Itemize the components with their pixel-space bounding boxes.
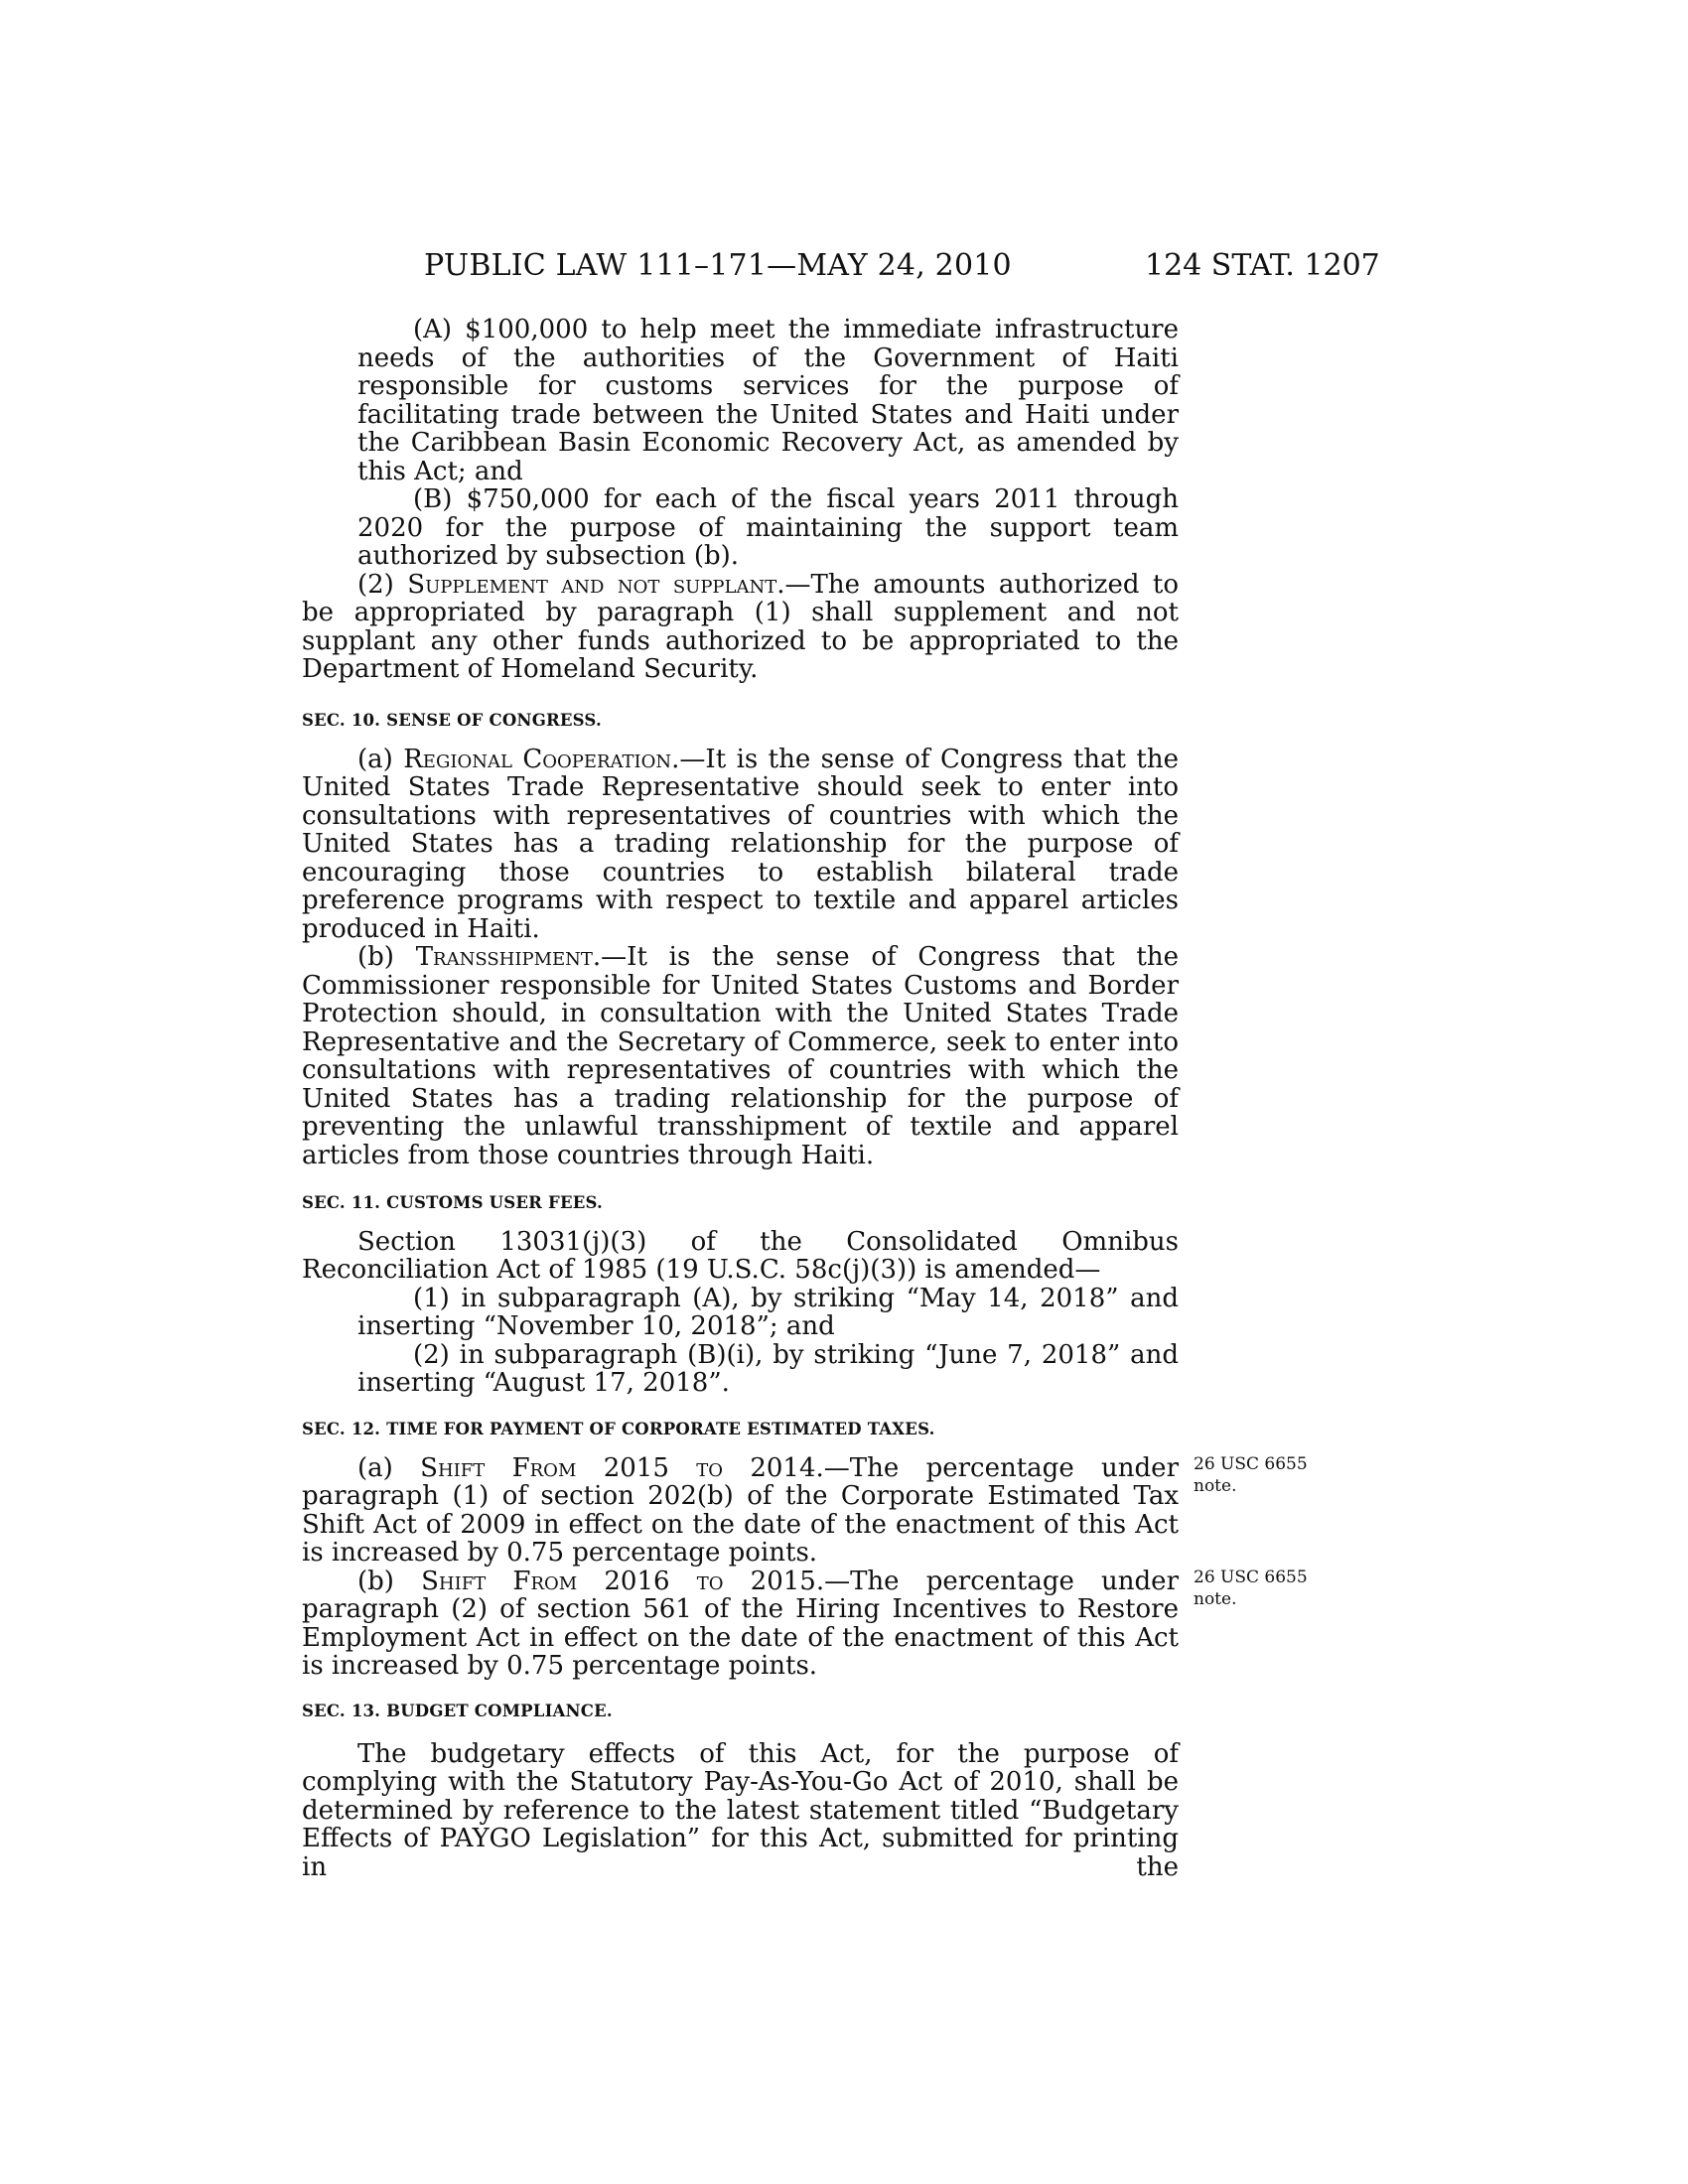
section-heading: SEC. 10. SENSE OF CONGRESS.	[302, 711, 602, 730]
section-11	[302, 1189, 1179, 1398]
subsection-number: (a)	[357, 744, 393, 774]
section-heading: SEC. 12. TIME FOR PAYMENT OF CORPORATE ESTIMATED TAXES.	[302, 1420, 935, 1438]
margin-note-citation: 26 USC 6655	[1194, 1568, 1308, 1587]
margin-note-suffix: note.	[1194, 1476, 1237, 1496]
continued-subsection	[302, 316, 1179, 684]
running-head: PUBLIC LAW 111–171—MAY 24, 2010	[424, 248, 1012, 283]
subsection-number: (a)	[357, 1452, 393, 1483]
margin-note-suffix: note.	[1194, 1589, 1237, 1609]
subsection-text: .—It is the sense of Congress that the United States Trade Representative should seek to enter into consultations with representatives of countries with which the United States has a trading relationship for the purpose of encouraging those countries to establish bilateral trade preference programs with respect to textile and apparel articles produced in Haiti.	[302, 744, 1180, 944]
margin-note-a	[1194, 1453, 1352, 1497]
item-b: (B) $750,000 for each of the fiscal years 2011 through 2020 for the purpose of maintaining the support team authorized by subsection (b).	[357, 484, 1179, 571]
subsection-text: .—It is the sense of Congress that the Commissioner responsible for United States Customs and Border Protection should, in consultation with the United States Trade Representative and the Secretary of Commerce, seek to enter into consultations with representatives of countries with which the United States has a trading relationship for the purpose of preventing the unlawful transshipment of textile and apparel articles from those countries through Haiti.	[302, 942, 1179, 1170]
subsection-a	[302, 1454, 1179, 1568]
item-a: (A) $100,000 to help meet the immediate infrastructure needs of the authorities of the Government of Haiti responsible for customs services for the purpose of facilitating trade between the United States and Haiti under the Caribbean Basin Economic Recovery Act, as amended by this Act; and	[357, 315, 1179, 486]
margin-note-b	[1194, 1567, 1352, 1610]
paragraph-number: (2)	[357, 569, 394, 600]
subsection-heading: Transshipment	[415, 942, 593, 972]
section-12	[302, 1416, 1179, 1681]
subsection-a	[302, 746, 1179, 944]
subsection-b	[302, 1568, 1179, 1681]
subsection-heading: Shift From 2016 to 2015	[421, 1566, 816, 1596]
subsection-heading: Regional Cooperation	[403, 744, 672, 774]
paragraph-2	[302, 571, 1179, 684]
section-intro: Section 13031(j)(3) of the Consolidated Omnibus Reconciliation Act of 1985 (19 U.S.C. 58c(j)(3)) is amended—	[302, 1226, 1179, 1285]
statute-citation: 124 STAT. 1207	[1145, 248, 1380, 283]
subsection-text: .—The percentage under paragraph (2) of section 561 of the Hiring Incentives to Restore Employment Act in effect on the date of the enactment of this Act is increased by 0.75 percentage points.	[302, 1566, 1179, 1681]
section-heading: SEC. 13. BUDGET COMPLIANCE.	[302, 1702, 613, 1720]
subsection-b	[302, 943, 1179, 1169]
section-heading: SEC. 11. CUSTOMS USER FEES.	[302, 1193, 603, 1212]
subsection-number: (b)	[357, 942, 394, 972]
paragraph-text: .—The amounts authorized to be appropriated by paragraph (1) shall supplement and not supplant any other funds authorized to be appropriated to the Department of Homeland Security.	[302, 569, 1180, 684]
section-text: The budgetary effects of this Act, for the purpose of complying with the Statutory Pay-As-You-Go Act of 2010, shall be determined by reference to the latest statement titled “Budgetary Effects of PAYGO Legislation” for this Act, submitted for printing in the	[302, 1738, 1179, 1882]
page-header	[0, 248, 1688, 288]
subsection-text: .—The percentage under paragraph (1) of section 202(b) of the Corporate Estimated Tax Shift Act of 2009 in effect on the date of the enactment of this Act is increased by 0.75 percentage points.	[302, 1452, 1179, 1568]
margin-note-citation: 26 USC 6655	[1194, 1454, 1308, 1474]
section-10	[302, 707, 1179, 1169]
item-2: (2) in subparagraph (B)(i), by striking “June 7, 2018” and inserting “August 17, 2018”.	[357, 1339, 1179, 1398]
subsection-number: (b)	[357, 1566, 394, 1596]
item-1: (1) in subparagraph (A), by striking “May 14, 2018” and inserting “November 10, 2018”; and	[357, 1283, 1179, 1341]
subsection-heading: Shift From 2015 to 2014	[420, 1452, 816, 1483]
section-13	[302, 1698, 1179, 1881]
paragraph-heading: Supplement and not supplant	[407, 569, 777, 600]
